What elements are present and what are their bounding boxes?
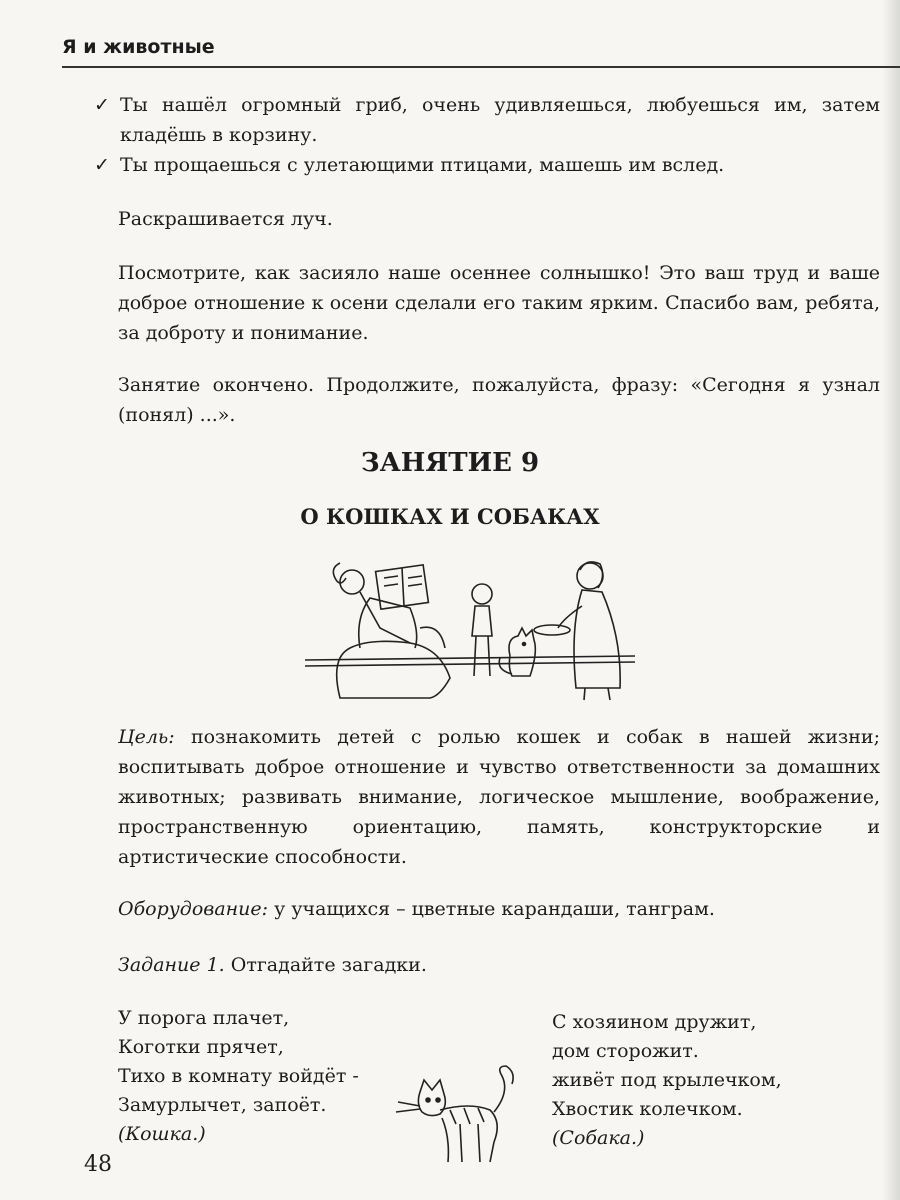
riddle-line: Замурлычет, запоёт. [118,1094,327,1116]
header-rule [62,66,900,68]
riddle-line: У порога плачет, [118,1007,290,1029]
page-spine-shadow [882,0,900,1200]
riddle-line: Тихо в комнату войдёт - [118,1065,359,1087]
checkmark-icon: ✓ [94,94,110,116]
paragraph-coloring: Раскрашивается луч. [118,208,333,230]
riddle-line: живёт под крылечком, [552,1069,782,1091]
paragraph-end: Занятие окончено. Продолжите, пожалуйста, фразу: «Сегодня я узнал (понял) ...». [118,374,880,426]
equipment-text: у учащихся – цветные карандаши, танграм. [274,898,715,920]
task-line [118,950,880,980]
riddle-dog [552,1008,782,1153]
goal-text: познакомить детей с ролью кошек и собак в нашей жизни; воспитывать доброе отношение и чувство ответственности за домашних животных; развивать внимание, логическое мышление, воображение, пространственную ориентацию, память, конструкторские и артистические способности. [118,726,880,868]
goal-label: Цель: [118,726,175,748]
task-label: Задание 1. [118,954,225,976]
running-header [62,36,900,68]
lesson-topic: О КОШКАХ И СОБАКАХ [300,504,600,529]
goal-paragraph [118,722,880,872]
paragraph-sun: Посмотрите, как засияло наше осеннее солнышко! Это ваш труд и ваше доброе отношение к осени сделали его таким ярким. Спасибо вам, ребята, за доброту и понимание. [118,262,880,344]
riddle-line: Коготки прячет, [118,1036,284,1058]
lesson-number: ЗАНЯТИЕ 9 [360,448,540,478]
equipment-label: Оборудование: [118,898,269,920]
page-number: 48 [84,1152,112,1177]
checklist-item-2: ✓ Ты прощаешься с улетающими птицами, машешь им вслед. [120,150,880,180]
header-title: Я и животные [62,36,215,58]
riddle-answer: (Собака.) [552,1127,645,1149]
family-illustration [300,548,640,706]
task-text: Отгадайте загадки. [230,954,427,976]
riddle-line: Хвостик колечком. [552,1098,743,1120]
riddle-line: С хозяином дружит, [552,1011,757,1033]
equipment-line [118,894,880,924]
riddle-answer: (Кошка.) [118,1123,206,1145]
checklist-item-1: ✓ Ты нашёл огромный гриб, очень удивляешься, любуешься им, затем кладёшь в корзину. [120,90,880,150]
cat-drawing [390,1062,530,1167]
riddle-cat [118,1004,359,1149]
riddle-line: дом сторожит. [552,1040,699,1062]
checkmark-icon: ✓ [94,154,110,176]
